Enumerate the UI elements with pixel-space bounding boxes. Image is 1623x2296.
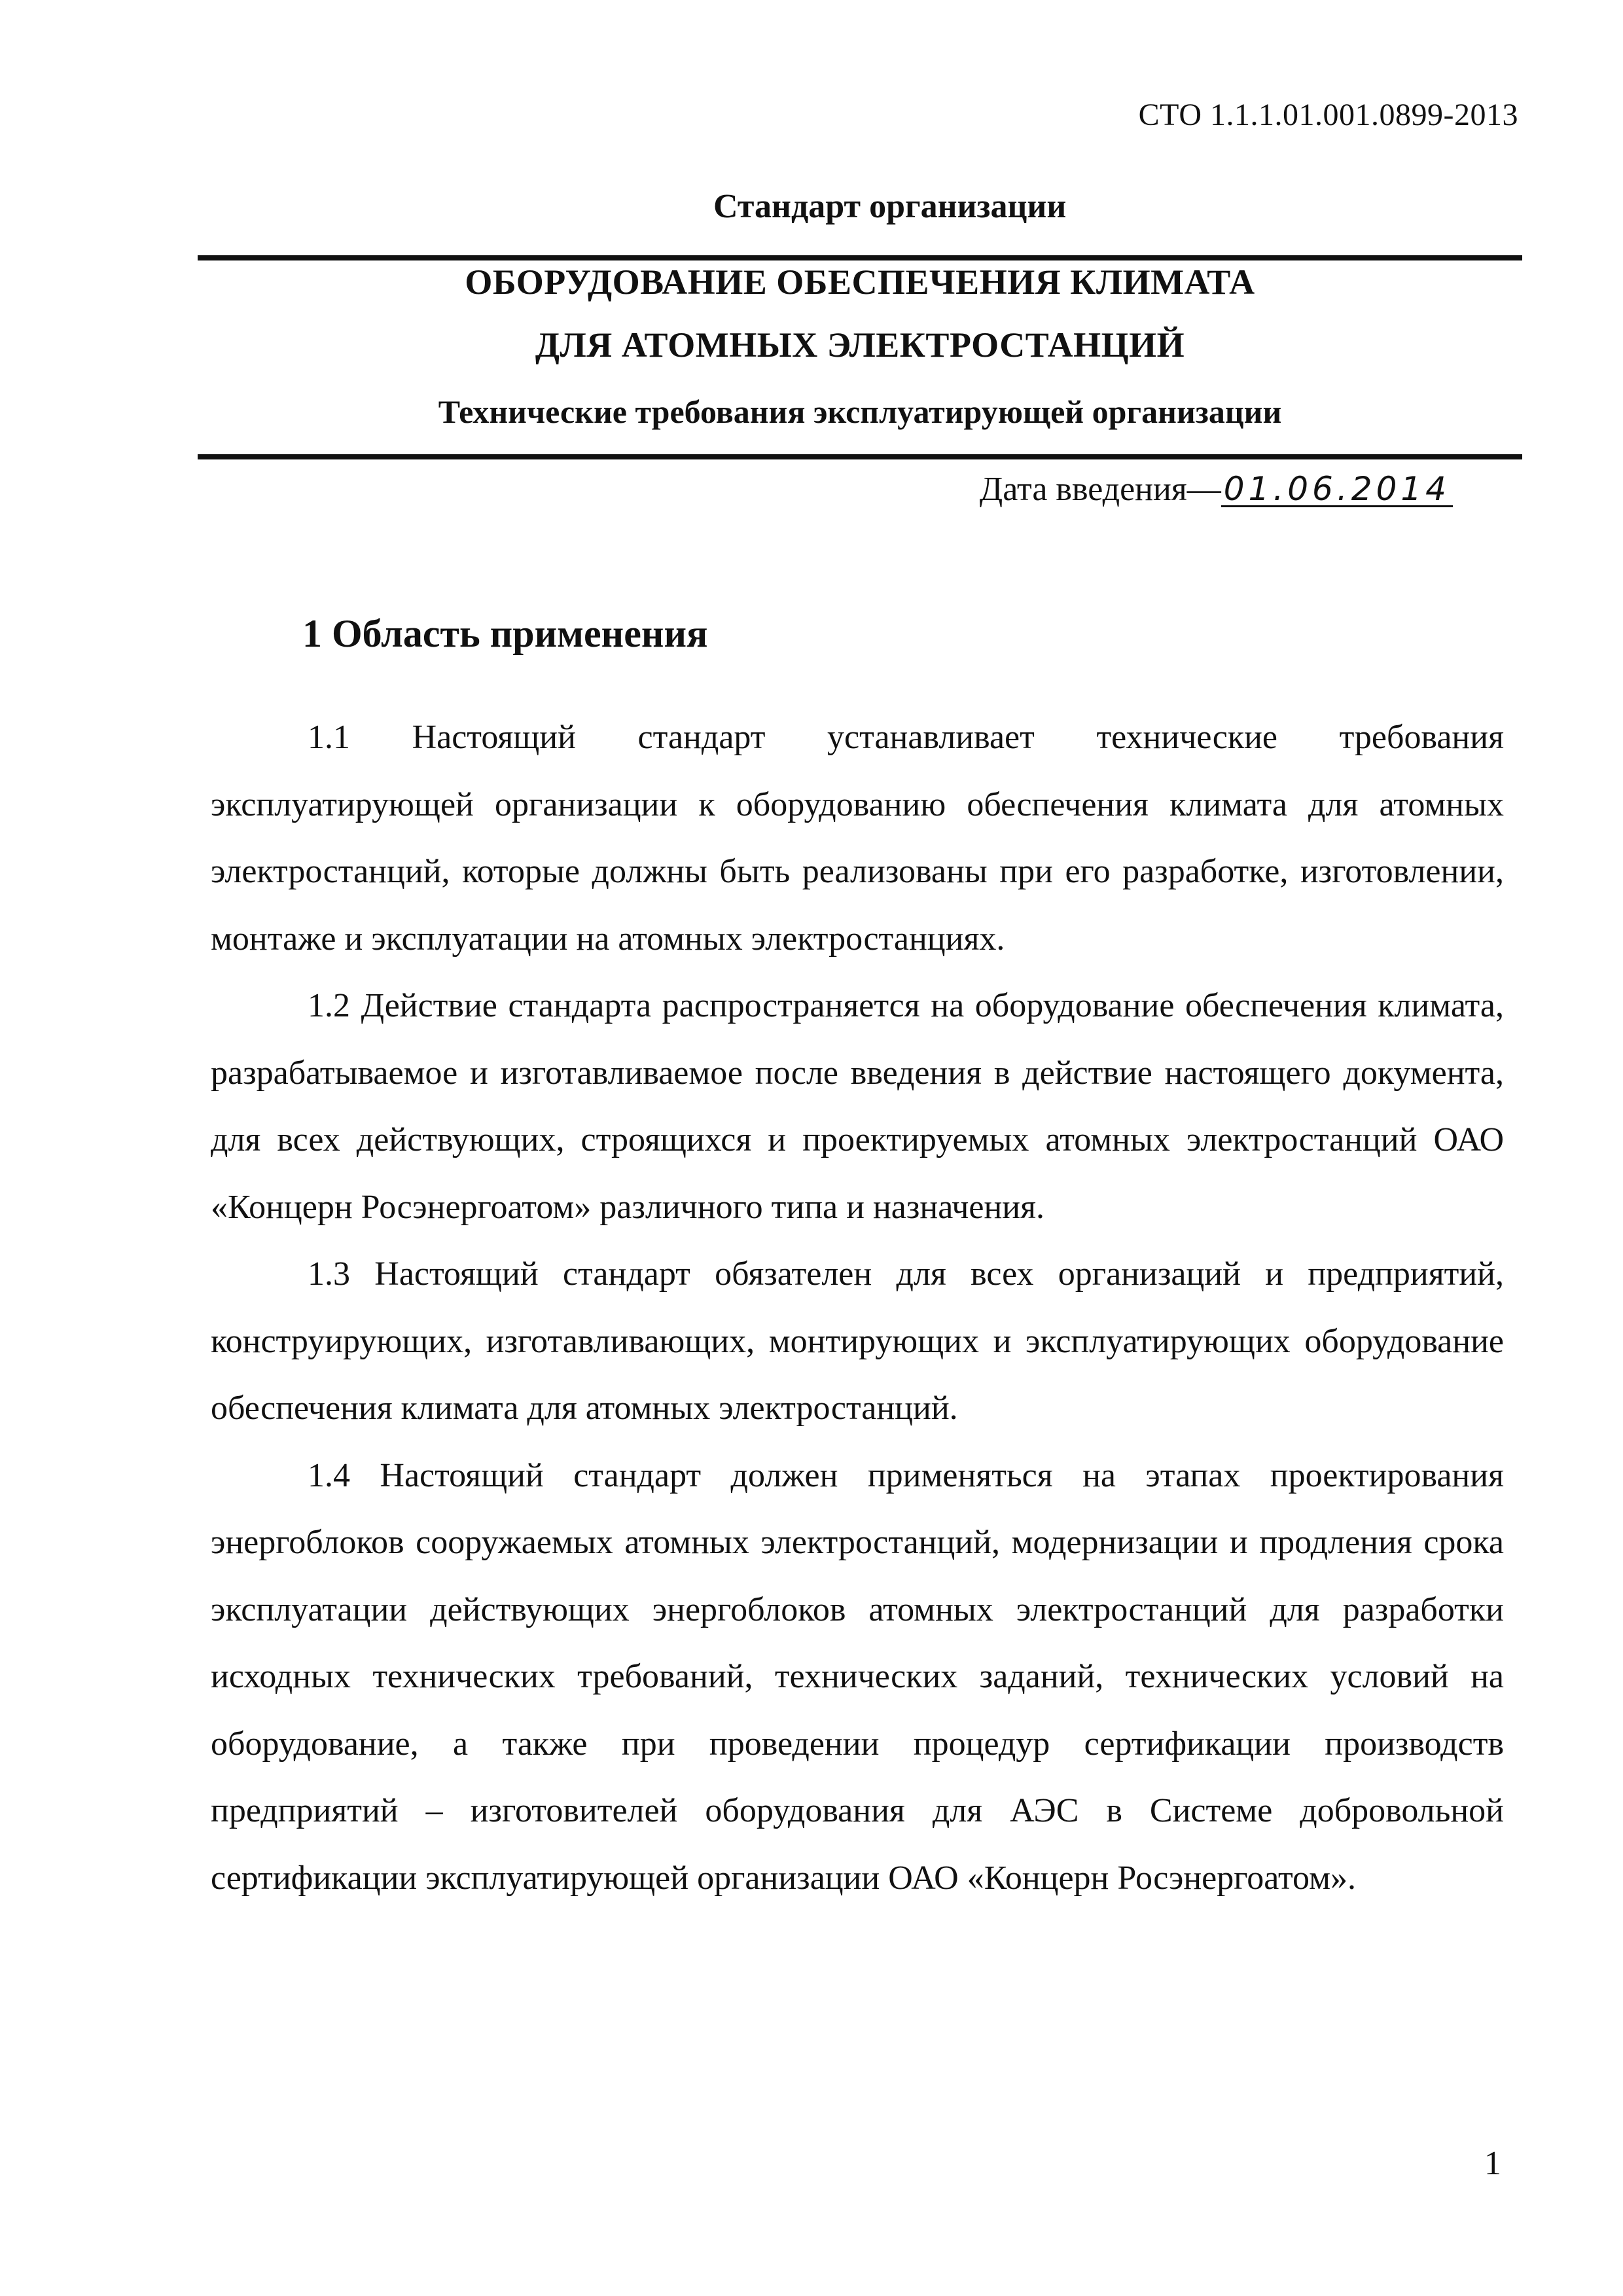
paragraph-1-3: 1.3 Настоящий стандарт обязателен для всех организаций и предприятий, конструирующих, изготавливающих, монтирующих и эксплуатирующих оборудование обеспечения климата для атомных электростанций.	[211, 1255, 1504, 1427]
document-code: СТО 1.1.1.01.001.0899-2013	[1138, 98, 1518, 132]
intro-date	[980, 470, 1453, 509]
paragraph-1-1: 1.1 Настоящий стандарт устанавливает технические требования эксплуатирующей организации к оборудованию обеспечения климата для атомных электростанций, которые должны быть реализованы при его разработке, изготовлении, монтаже и эксплуатации на атомных электростанциях.	[211, 719, 1504, 958]
document-title-line1: ОБОРУДОВАНИЕ ОБЕСПЕЧЕНИЯ КЛИМАТА	[465, 262, 1255, 302]
document-subtitle: Технические требования эксплуатирующей организации	[438, 393, 1282, 430]
section-heading: 1 Область применения	[302, 612, 708, 655]
title-bottom-rule	[198, 454, 1522, 459]
section-body	[211, 704, 1504, 1912]
page-number: 1	[1484, 2145, 1501, 2182]
title-top-rule	[198, 255, 1522, 260]
intro-date-handwritten: 01.06.2014	[1221, 473, 1453, 507]
paragraph-1-2: 1.2 Действие стандарта распространяется на оборудование обеспечения климата, разрабатываемое и изготавливаемое после введения в действие настоящего документа, для всех действующих, строящихся и проектируемых атомных электростанций ОАО «Концерн Росэнергоатом» различного типа и назначения.	[211, 987, 1504, 1226]
standard-label: Стандарт организации	[713, 188, 1067, 225]
intro-date-label: Дата введения—	[979, 471, 1221, 508]
paragraph-1-4: 1.4 Настоящий стандарт должен применяться на этапах проектирования энергоблоков сооружаемых атомных электростанций, модернизации и продления срока эксплуатации действующих энергоблоков атомных электростанций для разработки исходных технических требований, технических заданий, технических условий на оборудование, а также при проведении процедур сертификации производств предприятий – изготовителей оборудования для АЭС в Системе добровольной сертификации эксплуатирующей организации ОАО «Концерн Росэнергоатом».	[211, 1456, 1504, 1897]
document-title-line2: ДЛЯ АТОМНЫХ ЭЛЕКТРОСТАНЦИЙ	[535, 325, 1185, 365]
